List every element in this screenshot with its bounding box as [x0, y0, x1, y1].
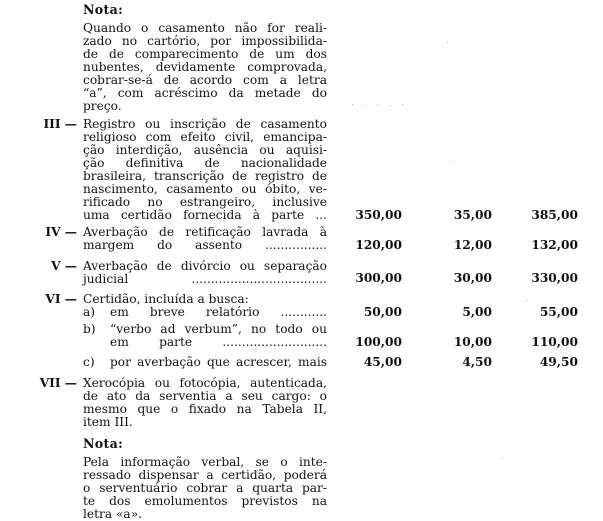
fee-value: 300,00	[355, 271, 402, 285]
text-line: brasileira, transcrição de registro de	[83, 169, 327, 183]
text-line: religioso com efeito civil, emancipa-	[83, 130, 327, 144]
text-line: Certidão, incluída a busca:	[83, 292, 249, 306]
tax-value: 5,00	[462, 305, 492, 319]
scan-speck	[390, 105, 391, 106]
nota-heading: Nota:	[83, 436, 124, 451]
tax-value: 10,00	[453, 335, 492, 349]
text-line: item III.	[83, 415, 133, 429]
item-numeral: V —	[51, 259, 77, 273]
tax-value: 4,50	[462, 355, 492, 369]
text-line: nubentes, devidamente comprovada,	[83, 60, 327, 74]
text-line: o serventuário cobrar a quarta par-	[83, 481, 327, 495]
text-line: cobrar-se-á de acordo com a letra	[83, 73, 327, 87]
item-iv-text	[83, 226, 327, 252]
text-line: ressado dispensar a certidão, poderá	[83, 468, 327, 482]
text-line: “verbo ad verbum”, no todo ou	[110, 322, 327, 336]
scan-speck	[377, 104, 378, 105]
text-line: Averbação de divórcio ou separação	[83, 259, 327, 273]
subitem-letter: a)	[83, 305, 96, 319]
scan-speck	[402, 104, 403, 105]
item-vii-text	[83, 377, 327, 429]
fee-value: 45,00	[363, 355, 402, 369]
scan-speck	[447, 42, 448, 43]
text-line: Registro ou inscrição de casamento	[83, 117, 327, 131]
text-line: nascimento, casamento ou óbito, ve-	[83, 182, 327, 196]
scan-speck	[527, 300, 528, 301]
item-numeral: IV —	[45, 225, 77, 239]
item-numeral: VII —	[39, 376, 77, 390]
text-line: letra «a».	[83, 507, 143, 521]
text-line: judicial ...................................	[83, 272, 327, 286]
text-line: por averbação que acrescer, mais	[110, 355, 327, 369]
text-line: preço.	[83, 99, 122, 113]
total-value: 110,00	[531, 335, 578, 349]
scan-speck	[364, 105, 365, 106]
fee-value: 50,00	[363, 305, 402, 319]
scan-speck	[352, 104, 353, 105]
total-value: 49,50	[539, 355, 578, 369]
total-value: 132,00	[531, 238, 578, 252]
scan-speck	[452, 161, 453, 162]
text-line: Quando o casamento não for reali-	[83, 21, 327, 35]
nota-heading: Nota:	[83, 2, 124, 17]
fee-value: 120,00	[355, 238, 402, 252]
text-line: uma certidão fornecida à parte ...	[83, 208, 327, 222]
text-line: Averbação de retificação lavrada à	[83, 225, 327, 239]
nota-paragraph	[83, 456, 327, 521]
total-value: 330,00	[531, 271, 578, 285]
total-value: 55,00	[539, 305, 578, 319]
text-line: “a”, com acréscimo da metade do	[83, 86, 327, 100]
text-line: Xerocópia ou fotocópia, autenticada,	[83, 376, 327, 390]
total-value: 385,00	[531, 208, 578, 222]
tax-value: 12,00	[453, 238, 492, 252]
item-numeral: VI —	[45, 292, 77, 306]
item-v-text	[83, 260, 327, 286]
text-line: margem do assento ................	[83, 238, 327, 252]
text-line: mesmo que o fixado na Tabela II,	[83, 402, 327, 416]
scan-speck	[502, 458, 503, 459]
fee-value: 350,00	[355, 208, 402, 222]
fee-value: 100,00	[355, 335, 402, 349]
text-line: de ato da serventia a seu cargo: o	[83, 389, 327, 403]
subitem-letter: c)	[83, 355, 95, 369]
item-iii-text	[83, 118, 327, 222]
text-line: em breve relatório ............	[110, 305, 327, 319]
tax-value: 35,00	[453, 208, 492, 222]
text-line: ção definitiva de nacionalidade	[83, 156, 327, 170]
subitem-letter: b)	[83, 322, 96, 336]
text-line: rificado no estrangeiro, inclusive	[83, 195, 327, 209]
text-line: Pela informação verbal, se o inte-	[83, 455, 327, 469]
text-line: zado no cartório, por impossibilida-	[83, 34, 327, 48]
text-line: ção interdição, ausência ou aquisi-	[83, 143, 327, 157]
nota-paragraph	[83, 22, 327, 113]
text-line: de de comparecimento de um dos	[83, 47, 327, 61]
item-numeral: III —	[43, 117, 77, 131]
text-line: te dos emolumentos previstos na	[83, 494, 327, 508]
tax-value: 30,00	[453, 271, 492, 285]
text-line: em parte ...........................	[110, 335, 327, 349]
